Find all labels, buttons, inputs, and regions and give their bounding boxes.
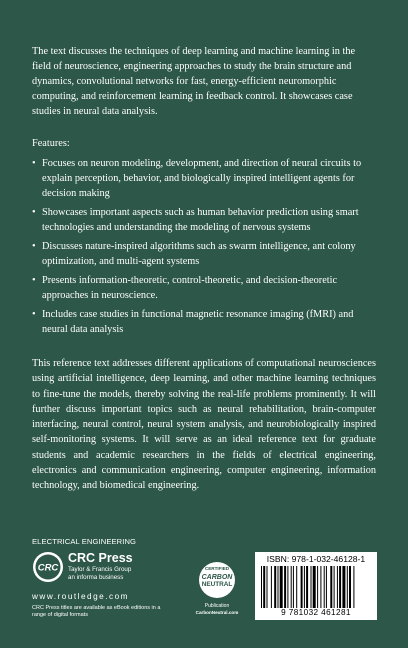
publisher-business: an informa business <box>68 574 124 581</box>
feature-item <box>32 205 376 235</box>
bullet-icon: • <box>32 275 36 286</box>
bullet-icon: • <box>32 158 36 169</box>
bullet-icon: • <box>32 207 36 218</box>
intro-paragraph: The text discusses the techniques of deep learning and machine learning in the field of neuroscience, engineering approaches to study the brain structure and dynamics, convolutional networks for fast, energy-efficient neuromorphic computing, and reinforcement learning in feedback control. It showcases case studies in neural data analysis. <box>32 46 356 117</box>
publisher-block <box>32 551 182 587</box>
feature-item <box>32 273 376 303</box>
carbon-badge-line1: CARBON <box>201 574 233 581</box>
barcode-digits: 9 781032 461281 <box>281 608 351 617</box>
crc-logo-text: CRC <box>37 562 59 574</box>
description-paragraph: This reference text addresses different applications of computational neurosciences using artificial intelligence, deep learning, and other machine learning techniques to fine-tune the models, thereby solving the real-life problems prominently. It will further discuss important topics such as neural rehabilitation, brain-computer interfacing, neural control, neural system analysis, and neurobiologically inspired self-monitoring systems. It will serve as an ideal reference text for graduate students and academic researchers in the fields of electrical engineering, electronics and communication engineering, computer engineering, information technology, and biomedical engineering. <box>32 358 376 492</box>
feature-item <box>32 307 376 337</box>
isbn-barcode-box <box>255 552 377 620</box>
publisher-url[interactable]: www.routledge.com <box>32 592 129 601</box>
bullet-icon: • <box>32 309 36 320</box>
features-heading: Features: <box>32 138 70 149</box>
crc-press-logo-icon <box>32 551 64 583</box>
carbon-neutral-badge-icon <box>193 560 241 620</box>
isbn-label: ISBN: 978-1-032-46128-1 <box>266 554 366 564</box>
carbon-badge-line2: NEUTRAL <box>201 581 233 588</box>
feature-item <box>32 239 376 269</box>
series-label: ELECTRICAL ENGINEERING <box>32 537 137 546</box>
feature-text: Discusses nature-inspired algorithms such as swarm intelligence, ant colony optimization, and multi-agent systems <box>42 241 356 267</box>
feature-text: Includes case studies in functional magnetic resonance imaging (fMRI) and neural data analysis <box>42 309 354 335</box>
features-list <box>32 156 376 341</box>
ebook-note: CRC Press titles are available as eBook editions in a range of digital formats <box>32 605 161 618</box>
publisher-name: CRC Press <box>68 551 133 565</box>
carbon-badge-site: CarbonNeutral.com <box>195 610 239 615</box>
feature-item <box>32 156 376 201</box>
bullet-icon: • <box>32 241 36 252</box>
feature-text: Presents information-theoretic, control-theoretic, and decision-theoretic approaches in neuroscience. <box>42 275 338 301</box>
feature-text: Showcases important aspects such as human behavior prediction using smart technologies and understanding the modeling of nervous systems <box>42 207 359 233</box>
feature-text: Focuses on neuron modeling, development, and direction of neural circuits to explain perception, behavior, and biologically inspired intelligent agents for decision making <box>42 158 362 199</box>
carbon-badge-sub: Publication <box>204 603 230 609</box>
barcode-icon <box>259 566 373 610</box>
publisher-group: Taylor & Francis Group <box>68 566 132 573</box>
carbon-badge-top: CERTIFIED <box>204 566 230 571</box>
